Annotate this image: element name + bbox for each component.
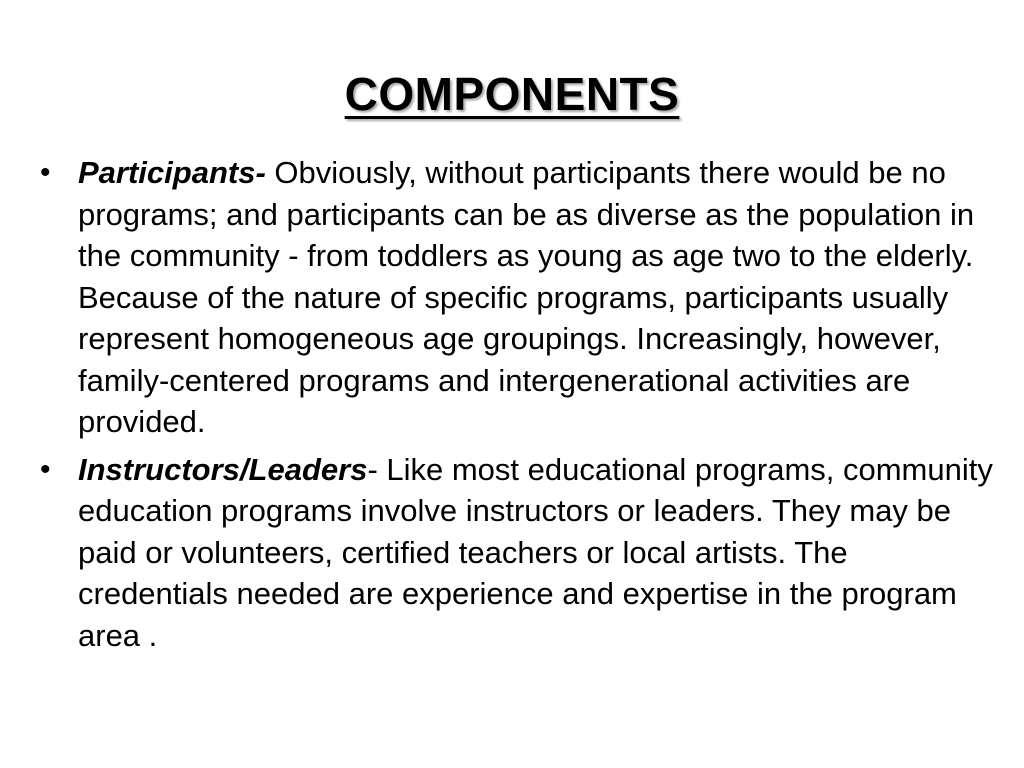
bullet-text: Obviously, without participants there would be no programs; and participants can be as diverse as the population in the community - from toddlers as young as age two to the elderly. Because of the nature of specific programs, participants usually represent homogeneous age groupings. Increasingly, however, family-centered programs and intergenerational activities are provided. bbox=[78, 155, 975, 439]
bullet-icon: • bbox=[40, 156, 51, 189]
bullet-icon: • bbox=[40, 452, 51, 486]
bullet-term: Participants- bbox=[78, 155, 266, 190]
bullet-item-participants bbox=[36, 152, 1000, 443]
bullet-term: Instructors/Leaders bbox=[78, 451, 368, 487]
slide-title: COMPONENTS bbox=[344, 68, 680, 120]
bullet-list bbox=[36, 152, 1000, 656]
bullet-text: - Like most educational programs, community education programs involve instructors or leaders. They may be paid or volunteers, certified teachers or local artists. The credentials needed are experience and expertise in the program area . bbox=[78, 451, 993, 653]
bullet-item-instructors bbox=[36, 449, 1000, 657]
